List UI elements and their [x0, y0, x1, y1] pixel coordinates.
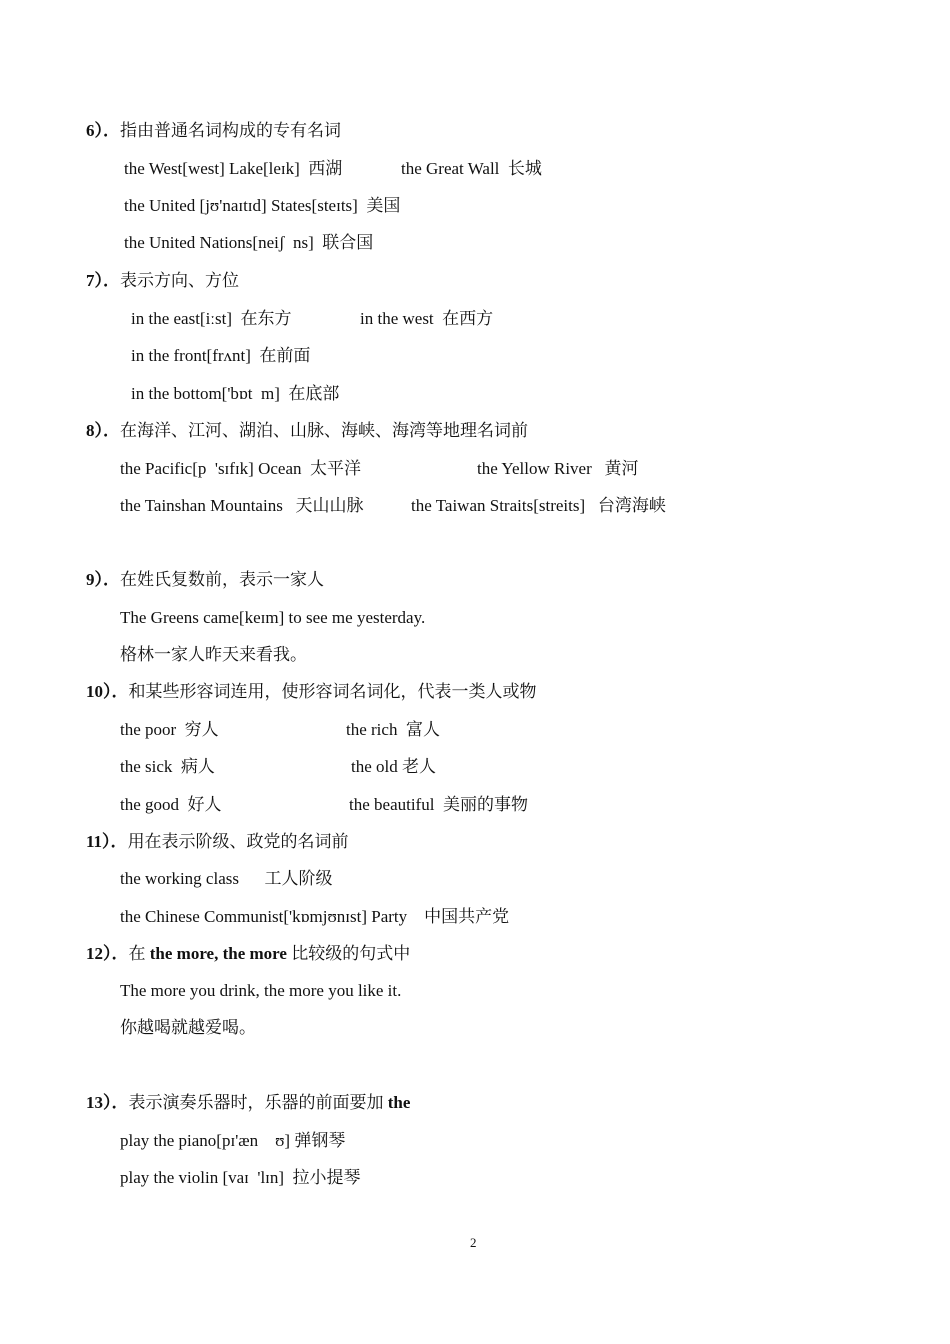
example-line: the United Nations[neiʃ ns] 联合国 [124, 233, 374, 252]
section-number: 13）． [86, 1093, 129, 1112]
example-line: play the violin [vaɪ 'lɪn] 拉小提琴 [120, 1168, 361, 1187]
example-line [124, 159, 342, 179]
example-line: in the front[frʌnt] 在前面 [131, 346, 311, 365]
example-text: the Great Wall 长城 [401, 159, 542, 178]
example-line: in the bottom['bɒt m] 在底部 [131, 384, 340, 403]
section-title: 用在表示阶级、政党的名词前 [127, 832, 349, 851]
example-line: the Pacific[p 'sɪfɪk] Ocean 太平洋 [120, 459, 361, 478]
section-12-heading [86, 944, 410, 964]
example-line: in the west 在西方 [360, 309, 494, 328]
example-line: The more you drink, the more you like it. [120, 981, 402, 1000]
example-line: the good 好人 [120, 795, 222, 814]
section-title: 在姓氏复数前，表示一家人 [120, 570, 324, 589]
example-line: the beautiful 美丽的事物 [349, 795, 528, 814]
section-title: 指由普通名词构成的专有名词 [120, 121, 341, 140]
example-line: the Taiwan Straits[streits] 台湾海峡 [411, 496, 666, 515]
section-6-heading [86, 121, 341, 141]
example-line: The Greens came[keɪm] to see me yesterday. [120, 608, 426, 627]
example-line: the poor 穷人 [120, 720, 219, 739]
example-line: in the east[iːst] 在东方 [131, 309, 292, 328]
example-line: the Tainshan Mountains 天山山脉 [120, 496, 364, 515]
section-title: 和某些形容词连用，使形容词名词化，代表一类人或物 [128, 682, 537, 701]
example-line: the Yellow River 黄河 [477, 459, 639, 478]
section-title-prefix: 在 [128, 944, 150, 963]
section-number: 8）． [86, 421, 120, 440]
section-number: 11）． [86, 832, 128, 851]
example-line: the sick 病人 [120, 757, 215, 776]
example-line: play the piano[pɪ'æn ʊ] 弹钢琴 [120, 1131, 346, 1150]
example-line: the Chinese Communist['kɒmjʊnɪst] Party 中国共产党 [120, 907, 510, 926]
section-8-heading [86, 421, 528, 441]
section-title-bold: the more, the more [149, 944, 287, 963]
section-number: 9）． [86, 570, 120, 589]
example-line: the working class 工人阶级 [120, 869, 333, 888]
section-number: 7）． [86, 271, 120, 290]
section-9-heading [86, 570, 324, 590]
section-title: 在海洋、江河、湖泊、山脉、海峡、海湾等地理名词前 [120, 421, 528, 440]
section-title-prefix: 表示演奏乐器时，乐器的前面要加 [128, 1093, 388, 1112]
section-title: 表示方向、方位 [120, 271, 239, 290]
section-number: 6）． [86, 121, 120, 140]
example-line: 格林一家人昨天来看我。 [120, 645, 307, 664]
example-line [401, 159, 542, 179]
section-title-suffix: 比较级的句式中 [286, 944, 411, 963]
section-13-heading [86, 1093, 410, 1113]
example-text: the West[west] Lake[leɪk] 西湖 [124, 159, 343, 178]
example-line: the United [jʊ'naɪtɪd] States[steɪts] 美国 [124, 196, 401, 215]
example-line: 你越喝就越爱喝。 [120, 1018, 256, 1037]
example-line: the rich 富人 [346, 720, 440, 739]
section-10-heading [86, 682, 537, 702]
section-7-heading [86, 271, 239, 291]
section-title-bold: the [387, 1093, 411, 1112]
section-11-heading [86, 832, 349, 852]
section-number: 10）． [86, 682, 129, 701]
section-number: 12）． [86, 944, 129, 963]
example-line: the old 老人 [351, 757, 436, 776]
page-number: 2 [470, 1235, 477, 1250]
